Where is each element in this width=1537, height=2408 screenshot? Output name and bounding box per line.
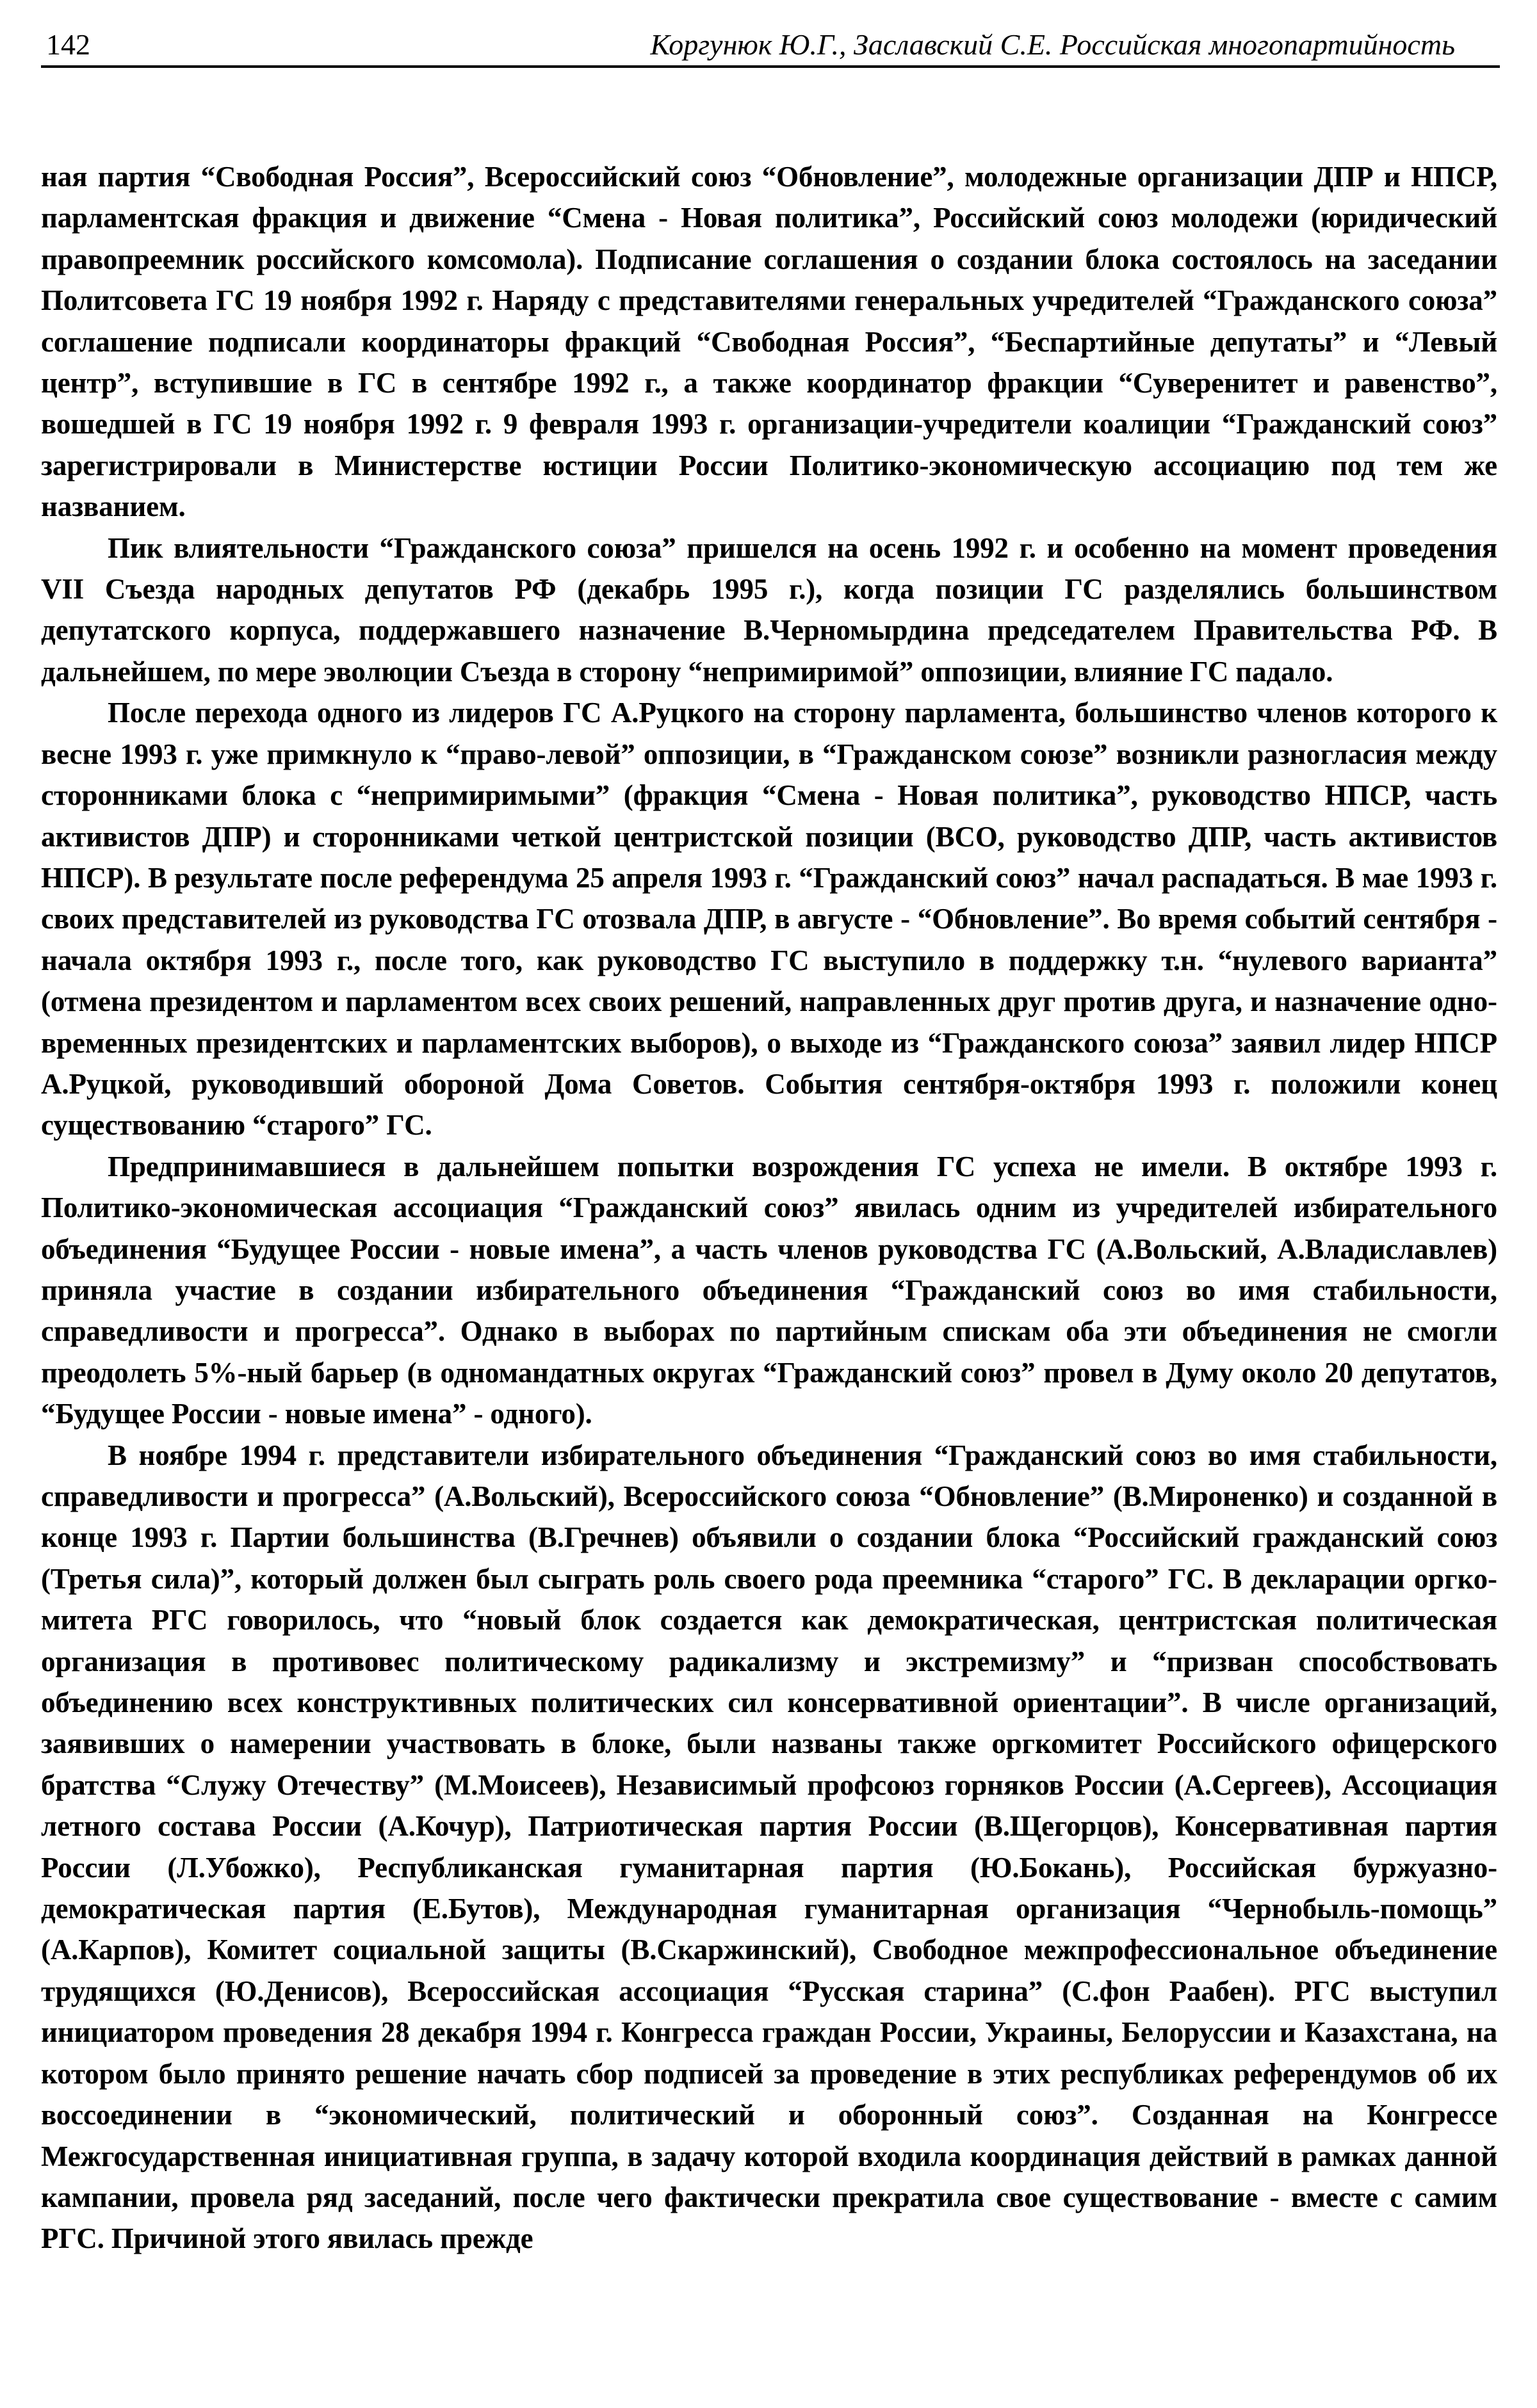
body-text — [41, 156, 1500, 2259]
paragraph: В ноябре 1994 г. представители избирательного объединения “Гражданский союз во имя стабильности, справедливости и прогресса” (А.Вольский), Всероссийского союза “Обновление” (В.Мироненко) и созданной в конце 1993 г. Партии большинства (В.Гречнев) объявили о создании блока “Российский гражданский союз (Третья сила)”, который должен был сыграть роль своего рода преемника “старого” ГС. В декларации оргкомитета РГС говорилось, что “новый блок создается как демократическая, центристская политическая организация в противовес политическому радикализму и экстремизму” и “призван способствовать объединению всех конструктивных политических сил консервативной ориентации”. В числе организаций, заявивших о намерении участвовать в блоке, были названы также оргкомитет Российского офицерского братства “Служу Отечеству” (М.Моисеев), Независимый профсоюз горняков России (А.Сергеев), Ассоциация летного состава России (А.Кочур), Патриотическая партия России (В.Щегорцов), Консервативная партия России (Л.Убожко), Республиканская гуманитарная партия (Ю.Бокань), Российская буржуазно-демократическая партия (Е.Бутов), Международная гуманитарная организация “Чернобыль-помощь” (А.Карпов), Комитет социальной защиты (В.Скаржинский), Свободное межпрофессиональное объединение трудящихся (Ю.Денисов), Всероссийская ассоциация “Русская старина” (С.фон Раабен). РГС выступил инициатором проведения 28 декабря 1994 г. Конгресса граждан России, Украины, Белоруссии и Казахстана, на котором было принято решение начать сбор подписей за проведение в этих республиках референдумов об их воссоединении в “экономический, политический и оборонный союз”. Созданная на Конгрессе Межгосударственная инициативная группа, в задачу которой входила координация действий в рамках данной кампании, провела ряд заседаний, после чего фактически прекратила свое существование - вместе с самим РГС. Причиной этого явилась прежде — [41, 1439, 1497, 2255]
running-title: Коргунюк Ю.Г., Заславский С.Е. Российская многопартийность — [650, 28, 1455, 61]
page-number: 142 — [46, 28, 90, 61]
paragraph: Предпринимавшиеся в дальнейшем попытки возрождения ГС успеха не имели. В октябре 1993 г. Политико-экономическая ассоциация “Гражданский союз” явилась одним из учредителей избирательного объединения “Будущее России - новые имена”, а часть членов руководства ГС (А.Вольский, А.Владиславлев) приняла участие в создании избирательного объединения “Гражданский союз во имя стабильности, справедливости и прогресса”. Однако в выборах по партийным спискам оба эти объединения не смогли преодолеть 5%-ный барьер (в одномандатных округах “Гражданский союз” провел в Думу около 20 депутатов, “Будущее России - новые имена” - одного). — [41, 1150, 1497, 1430]
paragraph: Пик влиятельности “Гражданского союза” пришелся на осень 1992 г. и особенно на момент проведения VII Съезда народных депутатов РФ (декабрь 1995 г.), когда позиции ГС разделялись большинством депутатского корпуса, поддержавшего назначение В.Черномырдина председателем Правительства РФ. В дальнейшем, по мере эволюции Съезда в сторону “непримиримой” оппозиции, влияние ГС падало. — [41, 531, 1497, 688]
paragraph: После перехода одного из лидеров ГС А.Руцкого на сторону парламента, большинство членов которого к весне 1993 г. уже примкнуло к “право-левой” оппозиции, в “Гражданском союзе” возникли разногласия между сторонниками блока с “непримиримыми” (фракция “Смена - Новая политика”, руководство НПСР, часть активистов ДПР) и сторонниками четкой центристской позиции (ВСО, руководство ДПР, часть активистов НПСР). В результате после референдума 25 апреля 1993 г. “Гражданский союз” начал распадаться. В мае 1993 г. своих представителей из руководства ГС отозвала ДПР, в августе - “Обновление”. Во время событий сентября - начала октября 1993 г., после того, как руководство ГС выступило в поддержку т.н. “нулевого варианта” (отмена президентом и парламентом всех своих решений, направленных друг против друга, и назначение одновременных президентских и парламентских выборов), о выходе из “Гражданского союза” заявил лидер НПСР А.Руцкой, руководивший обороной Дома Советов. События сентября-октября 1993 г. положили конец существованию “старого” ГС. — [41, 697, 1497, 1142]
running-header — [41, 26, 1500, 68]
paragraph: ная партия “Свободная Россия”, Всероссийский союз “Обновление”, молодежные организации ДПР и НПСР, парламентская фракция и движение “Смена - Новая политика”, Российский союз молодежи (юридический правопреемник российского комсомола). Подписание соглашения о создании блока состоялось на заседании Политсовета ГС 19 ноября 1992 г. Наряду с представителями генеральных учредителей “Гражданского союза” соглашение подписали координаторы фракций “Свободная Россия”, “Беспартийные депутаты” и “Левый центр”, вступившие в ГС в сентябре 1992 г., а также координатор фракции “Суверенитет и равенство”, вошедшей в ГС 19 ноября 1992 г. 9 февраля 1993 г. организации-учредители коалиции “Гражданский союз” зарегистрировали в Министерстве юстиции России Политико-экономическую ассоциацию под тем же названием. — [41, 161, 1497, 523]
